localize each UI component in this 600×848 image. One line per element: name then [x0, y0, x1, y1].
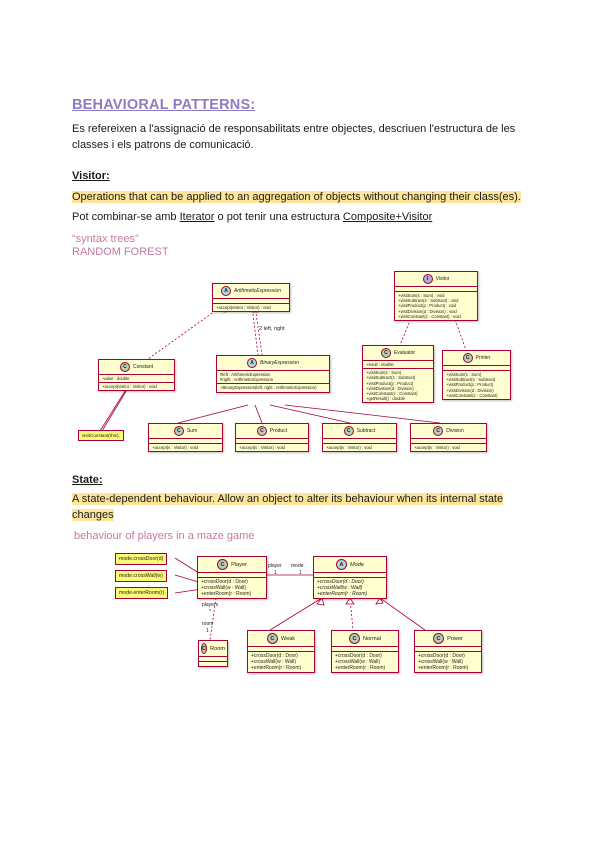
class-operation: +crossWall(w : Wall)	[418, 659, 464, 665]
class-name: Normal	[362, 635, 382, 642]
uml-class-player	[197, 556, 267, 599]
composite-visitor-link[interactable]: Composite+Visitor	[342, 211, 433, 223]
class-operation: +crossWall(w : Wall)	[335, 659, 381, 665]
visitor-definition-text: Operations that can be applied to an aggregation of objects without changing their class(es).	[72, 191, 521, 203]
class-name: Evaluator	[393, 350, 416, 356]
class-operation: +crossDoor(d : Door)	[251, 653, 298, 659]
class-attribute: -value : double	[99, 375, 174, 383]
class-stereotype-icon: C	[257, 426, 267, 436]
class-name: Product	[269, 428, 288, 434]
state-example: behaviour of players in a maze game	[74, 530, 255, 542]
class-stereotype-icon: C	[174, 426, 184, 436]
class-name: Weak	[280, 635, 296, 642]
class-operation: +accept(v : Visitor) : void	[239, 445, 285, 450]
class-operation: +visitSubtract(s : Subtract) : void	[398, 298, 459, 304]
label-room-mult: 1	[206, 628, 209, 634]
syntax-trees-note: “syntax trees”	[72, 233, 139, 245]
class-operation: +visitSum(s : Sum)	[366, 370, 402, 376]
uml-class-weak	[247, 630, 315, 673]
class-operation: +visitDivision(d : Division) : void	[398, 308, 457, 314]
class-operation: +visitDivision(d : Division)	[366, 385, 414, 391]
label-player-mult: 1	[274, 570, 277, 576]
class-stereotype-icon: C	[433, 633, 444, 644]
class-operation: +visitConstant(c : Constant) : void	[398, 313, 461, 319]
class-operation: +visitConstant(c : Constant)	[446, 392, 498, 398]
class-stereotype-icon: C	[381, 348, 391, 358]
class-operation: +accept(visitor : Visitor) : void	[102, 384, 157, 390]
class-operation: +enterRoom(r : Room)	[418, 665, 469, 671]
class-operation: +enterRoom(r : Room)	[201, 591, 252, 597]
intro-paragraph: Es refereixen a l'assignació de responsabilitats entre objectes, descriuen l'estructura de les classes i els patrons de comunicació.	[72, 123, 516, 151]
class-operation: +visitProduct(p : Product)	[366, 380, 414, 386]
class-stereotype-icon: C	[349, 633, 360, 644]
class-stereotype-icon: C	[201, 643, 207, 654]
class-operation: +enterRoom(r : Room)	[251, 665, 302, 671]
class-operation: +visitConstant(c : Constant)	[366, 391, 418, 397]
class-operation: +visitSum(s : Sum) : void	[398, 293, 445, 298]
abstract-stereotype-icon: A	[221, 286, 231, 296]
class-operation: +enterRoom(r : Room)	[335, 665, 386, 671]
class-name: Player	[231, 561, 247, 568]
state-definition-text: A state-dependent behaviour. Allow an object to alter its behaviour when its internal state changes	[72, 493, 504, 521]
class-operation: +visitSubtract(s : Subtract)	[366, 375, 416, 381]
class-operation: +accept(v : Visitor) : void	[326, 445, 372, 450]
uml-note-cross-door: mode.crossDoor(d)	[115, 553, 167, 565]
label-mode: mode	[291, 563, 304, 569]
visitor-heading: Visitor:	[72, 170, 110, 182]
class-operation: +visitSum(s : Sum)	[446, 372, 482, 377]
assoc-label: 2 left, right	[259, 326, 285, 332]
combine-mid: o pot tenir una estructura	[214, 211, 343, 223]
class-operation: +accept(visitor : Visitor) : void	[216, 305, 271, 310]
class-operation: +visitProduct(p : Product)	[446, 382, 494, 388]
uml-class-room	[198, 640, 228, 667]
class-attribute: #left : ArithmeticExpression	[220, 372, 271, 377]
class-name: Visitor	[435, 276, 450, 282]
uml-class-normal	[331, 630, 399, 673]
class-name: Division	[446, 428, 464, 434]
label-players: players	[202, 602, 219, 608]
class-operation: +visitDivision(d : Division)	[446, 387, 494, 393]
class-stereotype-icon: C	[120, 362, 130, 372]
class-name: Printer	[475, 355, 491, 361]
uml-class-mode	[313, 556, 387, 599]
combine-prefix: Pot combinar-se amb	[72, 211, 180, 223]
abstract-stereotype-icon: A	[336, 559, 347, 570]
class-operation: +crossDoor(d : Door)	[201, 579, 248, 585]
class-operation: +BinaryExpression(left, right : ArithmeticExpression)	[220, 385, 317, 391]
class-name: ArithmeticExpression	[234, 288, 281, 294]
label-players-mult: *	[209, 609, 211, 615]
label-player: player	[268, 563, 282, 569]
iterator-link[interactable]: Iterator	[179, 211, 215, 223]
state-heading: State:	[72, 474, 103, 486]
label-mode-mult: 1	[299, 570, 302, 576]
class-operation: +accept(v : Visitor) : void	[152, 445, 198, 450]
class-name: BinaryExpression	[260, 360, 299, 366]
class-operation: +crossDoor(d : Door)	[418, 653, 465, 659]
class-stereotype-icon: C	[433, 426, 443, 436]
class-operation: +visitProduct(p : Product) : void	[398, 303, 457, 309]
uml-note-enter-room: mode.enterRoom(r)	[115, 587, 168, 599]
class-name: Mode	[350, 561, 364, 568]
class-operation: +crossDoor(d : Door)	[335, 653, 382, 659]
class-name: Sum	[186, 428, 198, 434]
class-attribute: #right : ArithmeticExpression	[220, 377, 274, 383]
class-operation: +crossWall(w : Wall)	[201, 585, 247, 591]
uml-note-visit-constant: visitConstant(this);	[78, 430, 124, 441]
class-name: Subtract	[356, 428, 376, 434]
class-operation: +crossWall(w : Wall)	[251, 659, 297, 665]
class-operation: +enterRoom(r : Room)	[317, 591, 368, 597]
class-operation: +visitSubtract(s : Subtract)	[446, 377, 496, 383]
class-operation: +crossWall(w : Wall)	[317, 585, 363, 591]
class-stereotype-icon: C	[463, 353, 473, 363]
random-forest-note: RANDOM FOREST	[72, 246, 169, 258]
class-operation: +crossDoor(d : Door)	[317, 579, 364, 585]
interface-stereotype-icon: I	[423, 274, 433, 284]
class-stereotype-icon: C	[344, 426, 354, 436]
class-name: Constant	[132, 364, 153, 370]
class-stereotype-icon: C	[217, 559, 228, 570]
class-stereotype-icon: C	[267, 633, 278, 644]
class-operation: +getResult() : double	[366, 396, 405, 402]
class-name: Room	[210, 645, 225, 652]
uml-note-cross-wall: mode.crossWall(w)	[115, 570, 167, 582]
page-title: BEHAVIORAL PATTERNS:	[72, 97, 256, 113]
label-room: room	[202, 621, 214, 627]
abstract-stereotype-icon: A	[247, 358, 257, 368]
class-attribute: -result : double	[363, 361, 433, 369]
class-name: Power	[447, 635, 463, 642]
uml-class-power	[414, 630, 482, 673]
class-operation: +accept(v : Visitor) : void	[414, 445, 460, 450]
